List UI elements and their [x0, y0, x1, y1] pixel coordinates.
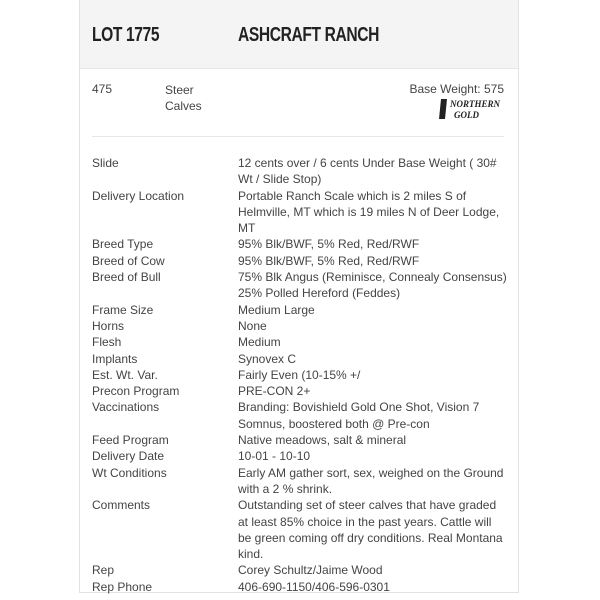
- detail-row: [92, 188, 512, 237]
- detail-row: [92, 465, 512, 498]
- detail-label: Implants: [92, 351, 138, 366]
- detail-row: [92, 351, 512, 367]
- detail-label: Breed of Bull: [92, 270, 161, 285]
- detail-label: Flesh: [92, 335, 122, 350]
- ranch-name: ASHCRAFT RANCH: [238, 24, 379, 46]
- detail-row: [92, 383, 512, 399]
- detail-label: Slide: [92, 156, 119, 170]
- detail-value: None: [238, 318, 267, 333]
- detail-row: [92, 432, 512, 448]
- detail-label: Precon Program: [92, 384, 180, 399]
- detail-value: 12 cents over / 6 cents Under Base Weight ( 30# Wt / Slide Stop): [238, 156, 497, 187]
- detail-label: Breed of Cow: [92, 253, 165, 268]
- detail-label: Rep Phone: [92, 579, 153, 594]
- northern-gold-logo: [438, 97, 504, 121]
- detail-row: [92, 367, 512, 383]
- lot-summary: [80, 69, 518, 137]
- detail-row: [92, 318, 512, 334]
- lot-details: [92, 155, 512, 595]
- detail-row: [92, 497, 512, 562]
- base-weight: Base Weight: 575: [409, 82, 504, 96]
- detail-label: Frame Size: [92, 302, 154, 317]
- detail-value: Portable Ranch Scale which is 2 miles S of Helmville, MT which is 19 miles N of Deer Lodge, MT: [238, 188, 500, 236]
- detail-row: [92, 269, 512, 302]
- detail-label: Vaccinations: [92, 400, 160, 415]
- detail-label: Delivery Location: [92, 188, 185, 203]
- detail-value: 95% Blk/BWF, 5% Red, Red/RWF: [238, 237, 420, 252]
- cattle-kind: Steer Calves: [165, 83, 202, 113]
- detail-value: Fairly Even (10-15% +/: [238, 367, 361, 382]
- detail-row: [92, 562, 512, 578]
- detail-row: [92, 579, 512, 595]
- lot-number: LOT 1775: [92, 24, 160, 46]
- detail-row: [92, 399, 512, 432]
- detail-value: Medium Large: [238, 302, 315, 317]
- head-count: 475: [92, 82, 113, 96]
- detail-value: Outstanding set of steer calves that have graded at least 85% choice in the past years. Cattle will be green coming off dry conditions. Real Montana kind.: [238, 498, 503, 562]
- detail-value: Native meadows, salt & mineral: [238, 433, 407, 448]
- detail-label: Feed Program: [92, 433, 169, 448]
- detail-value: Synovex C: [238, 351, 297, 366]
- detail-row: [92, 448, 512, 464]
- detail-label: Comments: [92, 498, 151, 513]
- detail-value: Corey Schultz/Jaime Wood: [238, 563, 383, 578]
- detail-label: Wt Conditions: [92, 465, 167, 480]
- detail-value: Branding: Bovishield Gold One Shot, Vision 7 Somnus, boostered both @ Pre-con: [238, 400, 480, 431]
- detail-label: Delivery Date: [92, 449, 165, 464]
- lot-card: [79, 0, 519, 593]
- detail-row: [92, 253, 512, 269]
- detail-row: [92, 155, 512, 188]
- detail-value: 406-690-1150/406-596-0301: [238, 579, 390, 594]
- logo-text-northern: NORTHERN: [450, 99, 501, 109]
- detail-value: 10-01 - 10-10: [238, 449, 311, 464]
- detail-label: Breed Type: [92, 237, 154, 252]
- detail-row: [92, 302, 512, 318]
- detail-value: Early AM gather sort, sex, weighed on the Ground with a 2 % shrink.: [238, 465, 504, 496]
- detail-value: 75% Blk Angus (Reminisce, Connealy Consensus) 25% Polled Hereford (Feddes): [238, 270, 507, 301]
- divider: [92, 136, 504, 137]
- detail-row: [92, 236, 512, 252]
- detail-value: Medium: [238, 335, 281, 350]
- detail-value: 95% Blk/BWF, 5% Red, Red/RWF: [238, 253, 420, 268]
- detail-label: Horns: [92, 318, 125, 333]
- detail-row: [92, 334, 512, 350]
- detail-value: PRE-CON 2+: [238, 384, 311, 399]
- lot-header: [80, 0, 518, 69]
- logo-text-gold: GOLD: [454, 110, 479, 120]
- detail-label: Est. Wt. Var.: [92, 367, 158, 382]
- detail-label: Rep: [92, 563, 115, 578]
